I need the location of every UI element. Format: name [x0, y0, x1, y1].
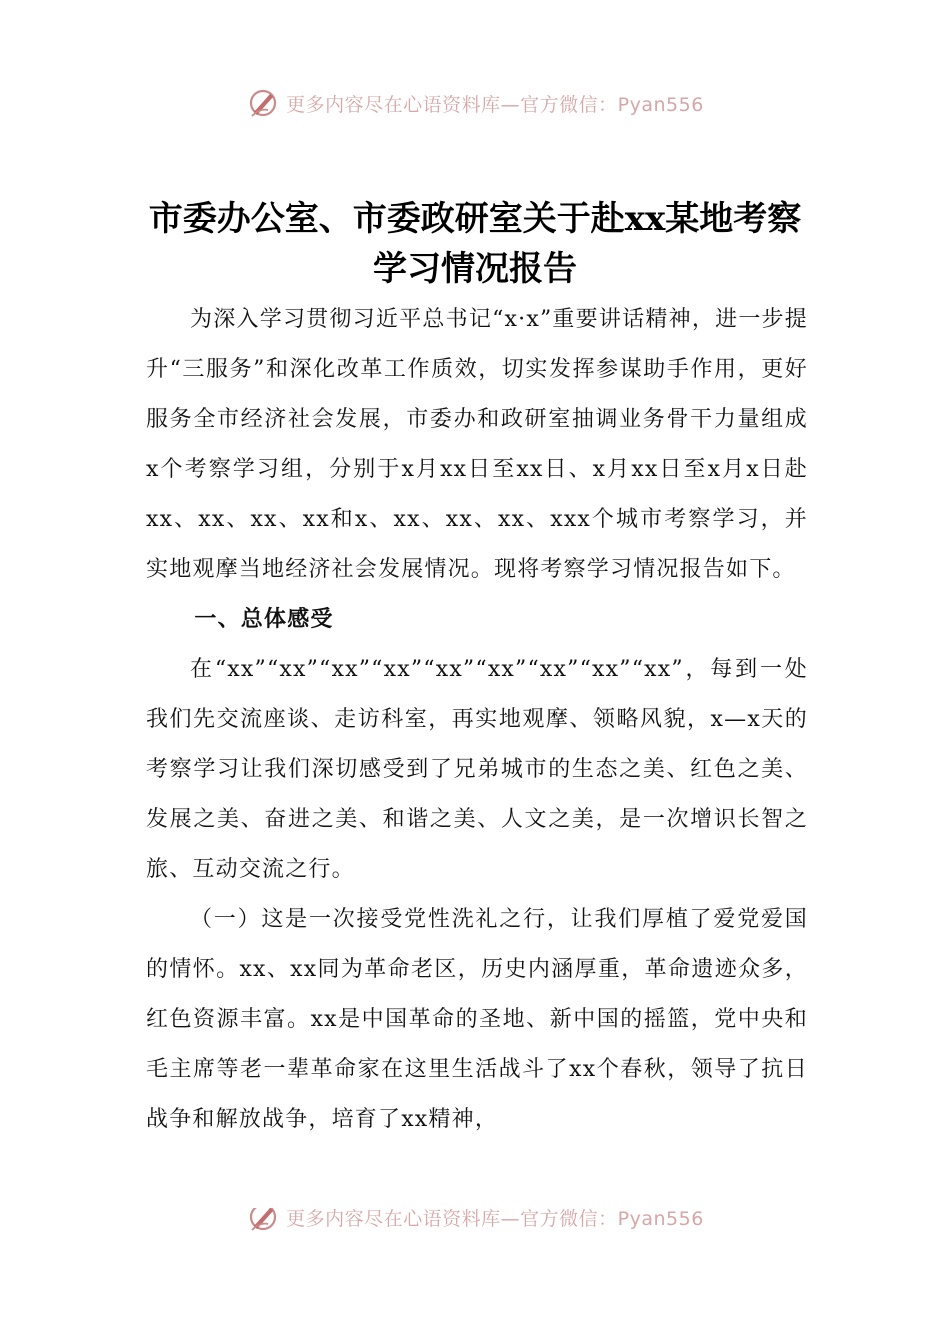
watermark-text: 更多内容尽在心语资料库—官方微信：Pyan556 — [286, 1208, 704, 1230]
watermark-text: 更多内容尽在心语资料库—官方微信：Pyan556 — [286, 93, 704, 116]
pen-logo-icon — [246, 1208, 280, 1234]
intro-paragraph: 为深入学习贯彻习近平总书记“x·x”重要讲话精神，进一步提升“三服务”和深化改革工作质效，切实发挥参谋助手作用，更好服务全市经济社会发展，市委办和政研室抽调业务骨干力量组成x个考察学习组，分别于x月xx日至xx日、x月xx日至x月x日赴xx、xx、xx、xx和x、xx、xx、xx、xxx个城市考察学习，并实地观摩当地经济社会发展情况。现将考察学习情况报告如下。 — [146, 307, 808, 582]
section-heading: 一、总体感受 — [194, 607, 334, 632]
watermark-header — [0, 86, 950, 120]
body-paragraph: （一）这是一次接受党性洗礼之行，让我们厚植了爱党爱国的情怀。xx、xx同为革命老区，历史内涵厚重，革命遗迹众多，红色资源丰富。xx是中国革命的圣地、新中国的摇篮，党中央和毛主席等老一辈革命家在这里生活战斗了xx个春秋，领导了抗日战争和解放战争，培育了xx精神， — [146, 907, 808, 1132]
document-title: 市委办公室、市委政研室关于赴xx某地考察学习情况报告 — [148, 199, 802, 289]
watermark-footer — [0, 1208, 950, 1236]
body-paragraph: 在“xx”“xx”“xx”“xx”“xx”“xx”“xx”“xx”“xx”，每到一处我们先交流座谈、走访科室，再实地观摩、领略风貌，x—x天的考察学习让我们深切感受到了兄弟城市的生态之美、红色之美、发展之美、奋进之美、和谐之美、人文之美，是一次增识长智之旅、互动交流之行。 — [146, 657, 808, 882]
document-body — [146, 295, 808, 1145]
pen-logo-icon — [246, 86, 280, 120]
